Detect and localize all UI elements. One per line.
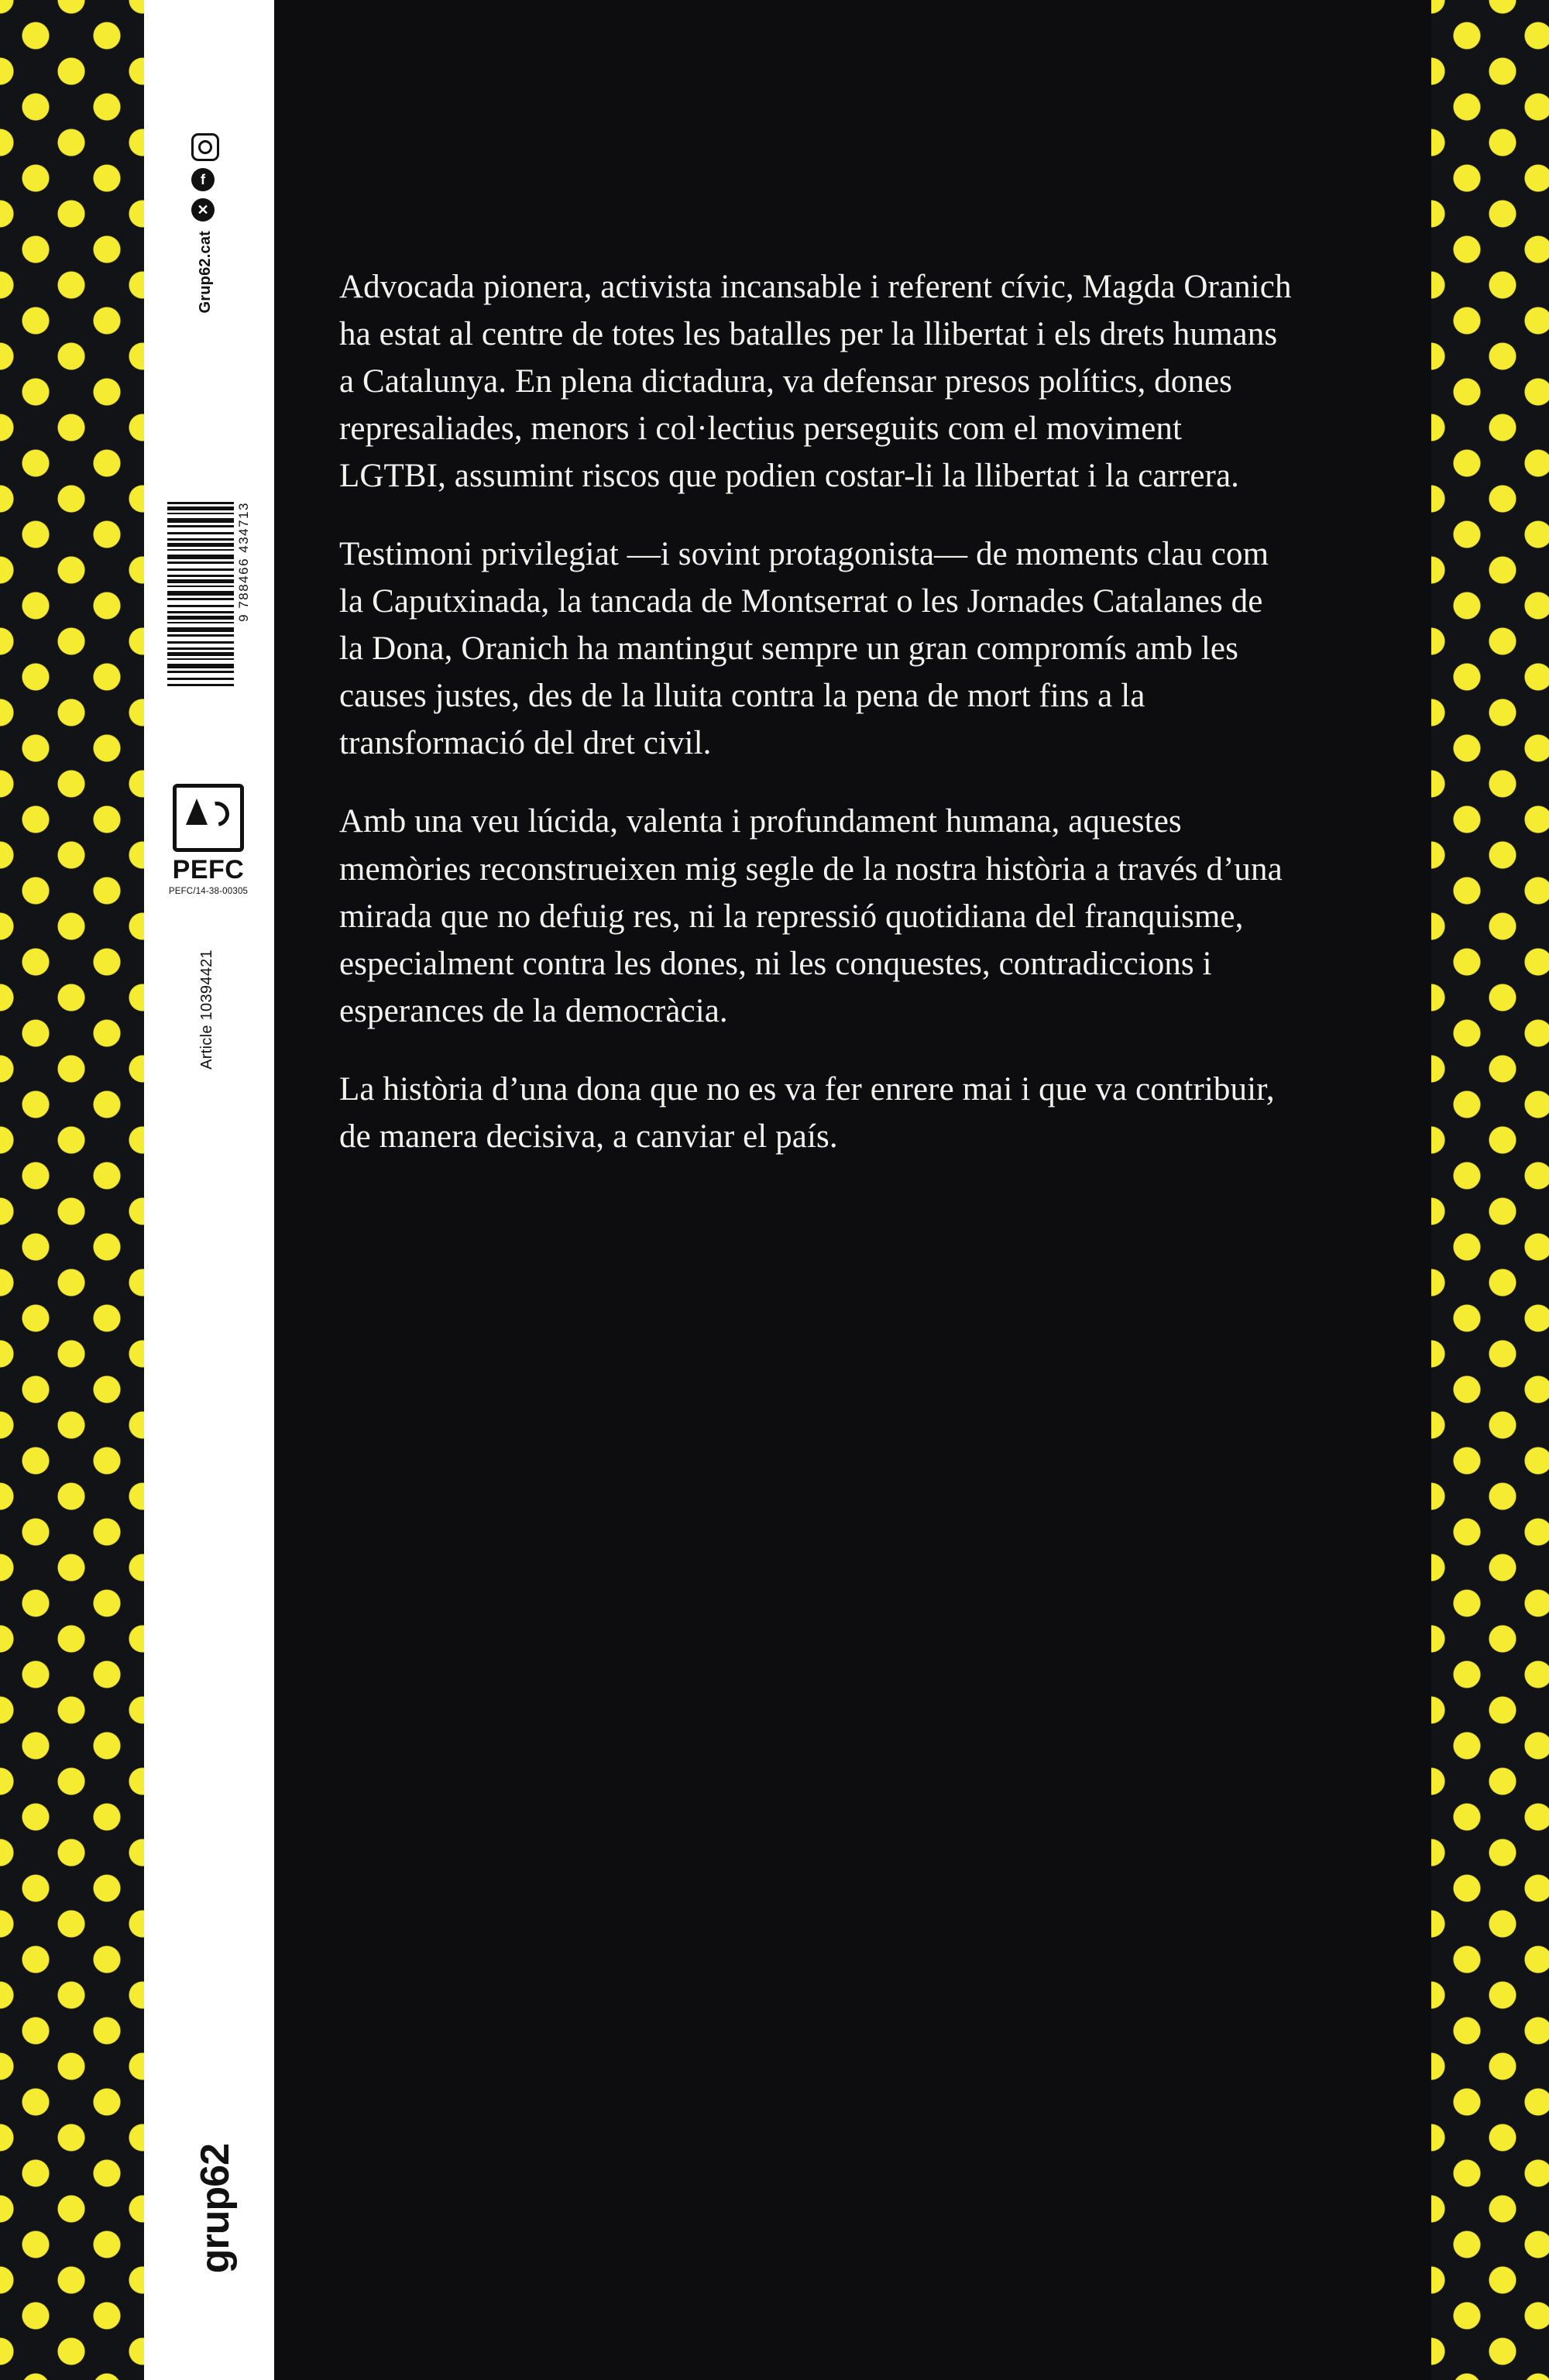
blurb-paragraph: La història d’una dona que no es va fer enrere mai i que va contribuir, de manera decisiva, a canviar el país.	[339, 1070, 1275, 1155]
blurb-paragraph: Amb una veu lúcida, valenta i profundament humana, aquestes memòries reconstrueixen mig segle de la nostra història a través d’una mirada que no defuig res, ni la repressió quotidiana del franquisme, especialment contra les dones, ni les conquestes, contradiccions i esperances de la democràcia.	[339, 803, 1283, 1029]
floral-pattern-left	[0, 0, 144, 2380]
barcode-image	[167, 502, 234, 688]
article-number: Article 10394421	[198, 950, 215, 1070]
social-icons-group	[191, 133, 219, 222]
instagram-icon[interactable]	[191, 133, 219, 161]
x-icon[interactable]: ✕	[191, 198, 215, 222]
isbn-number: 9 788466 434713	[236, 502, 251, 622]
isbn-barcode-block	[167, 502, 252, 688]
blurb-paragraph: Testimoni privilegiat —i sovint protagonista— de moments clau com la Caputxinada, la tancada de Montserrat o les Jornades Catalanes de la Dona, Oranich ha mantingut sempre un gran compromís amb les causes justes, des de la lluita contra la pena de mort fins a la transformació del dret civil.	[339, 536, 1269, 762]
pefc-code: PEFC/14-38-00305	[168, 887, 249, 896]
pefc-label: PEFC	[172, 855, 245, 884]
publisher-contact-block	[191, 133, 219, 313]
spine-strip	[144, 0, 274, 2380]
publisher-url[interactable]: Grup62.cat	[196, 231, 214, 314]
back-cover-blurb	[339, 263, 1292, 1160]
publisher-logo: grup62	[193, 2143, 238, 2273]
pefc-tree-icon	[173, 784, 244, 852]
pefc-certification-block	[167, 784, 249, 896]
facebook-icon[interactable]: f	[191, 168, 215, 191]
floral-pattern-right	[1431, 0, 1549, 2380]
blurb-paragraph: Advocada pionera, activista incansable i referent cívic, Magda Oranich ha estat al centre de totes les batalles per la llibertat i els drets humans a Catalunya. En plena dictadura, va defensar presos polítics, dones represaliades, menors i col·lectius perseguits com el moviment LGTBI, assumint riscos que podien costar-li la llibertat i la carrera.	[339, 269, 1292, 495]
